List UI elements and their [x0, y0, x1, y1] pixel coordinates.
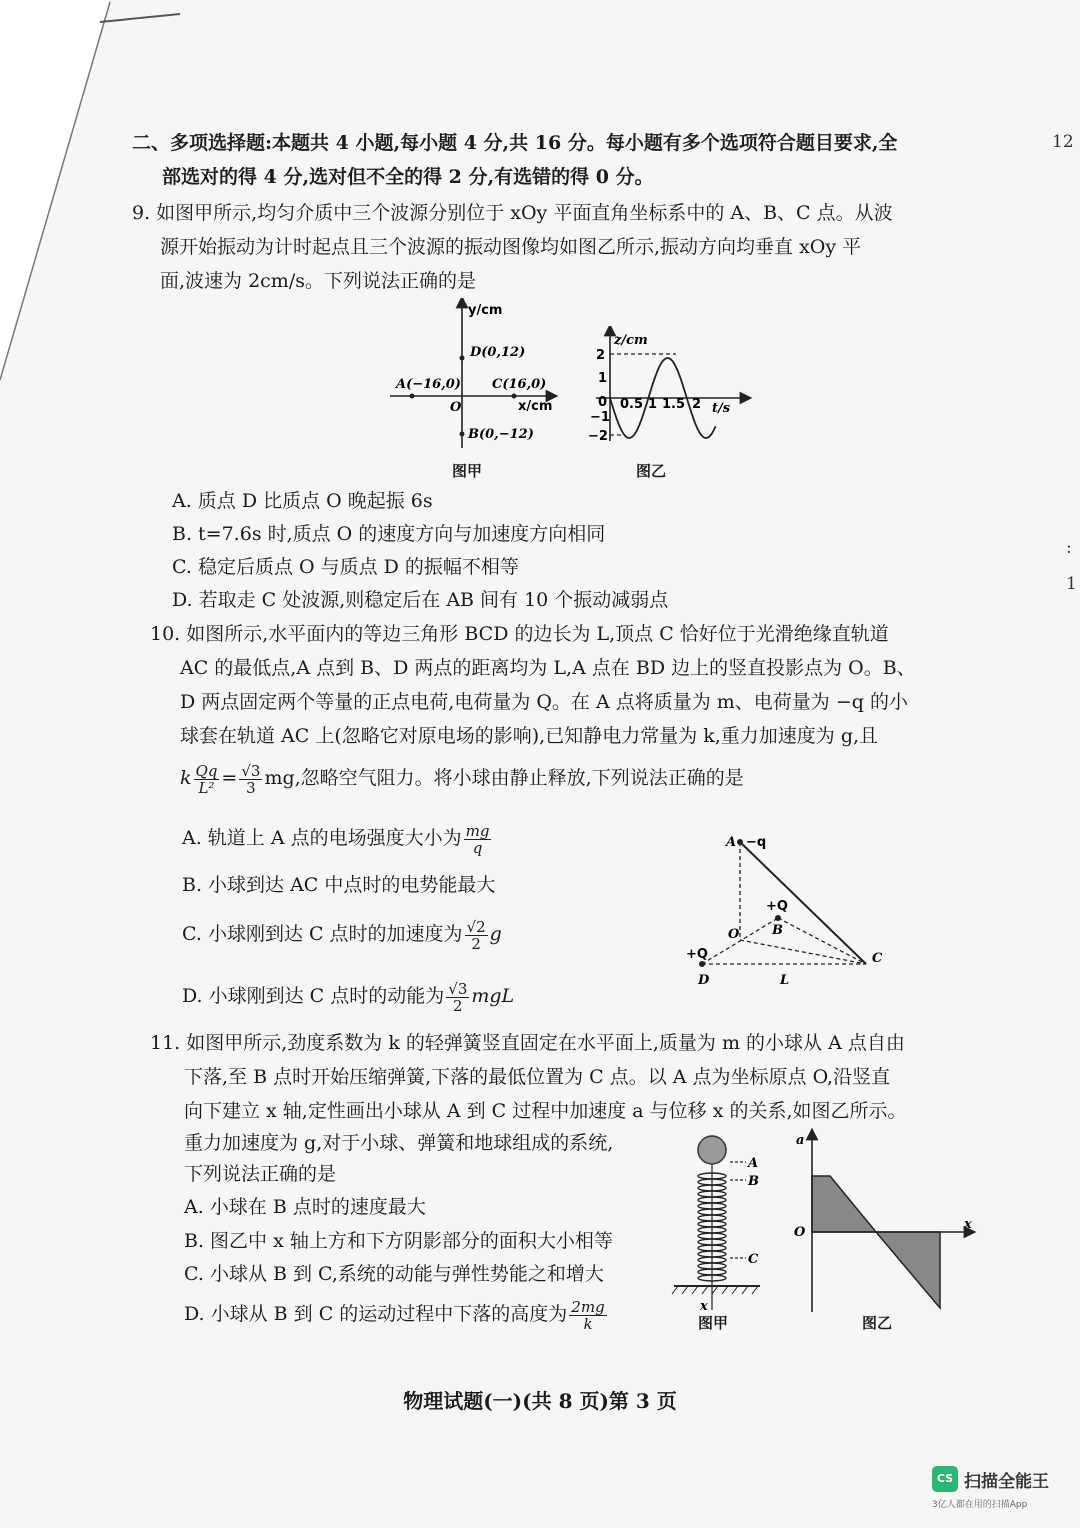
q9-yi-tick-neg2: −2	[588, 429, 608, 444]
q10-label-d: D	[698, 973, 710, 988]
q11-jia-label-c: C	[748, 1252, 759, 1267]
q9-yi-tick-2s: 2	[692, 397, 702, 412]
section-header-line2: 部选对的得 4 分,选对但不全的得 2 分,有选错的得 0 分。	[162, 166, 654, 188]
q10-option-c-num: √2	[466, 917, 486, 936]
margin-mark-a: :	[1066, 538, 1072, 558]
q11-option-b: B. 图乙中 x 轴上方和下方阴影部分的面积大小相等	[184, 1230, 613, 1252]
q11-option-a: A. 小球在 B 点时的速度最大	[184, 1196, 426, 1218]
q10-label-b: B	[772, 923, 783, 938]
q9-yi-t-label: t/s	[712, 401, 731, 416]
q9-jia-point-d: D(0,12)	[470, 345, 526, 360]
q11-option-d-den: k	[583, 1314, 593, 1333]
q10-label-plus-q-d: +Q	[686, 947, 708, 962]
q11-shade-below	[876, 1232, 940, 1308]
q10-option-a-text: A. 轨道上 A 点的电场强度大小为	[182, 827, 462, 849]
q11-figure-jia	[668, 1130, 778, 1320]
q10-option-c-frac	[465, 919, 488, 952]
q10-option-a-num: mg	[465, 821, 490, 840]
q10-option-c	[182, 914, 502, 954]
q11-figure-yi	[788, 1128, 978, 1318]
q10-stem-line3: D 两点固定两个等量的正点电荷,电荷量为 Q。在 A 点将质量为 m、电荷量为 −q 的小	[180, 691, 908, 713]
q10-label-o: O	[728, 927, 740, 942]
camscanner-name: 扫描全能王	[964, 1472, 1049, 1492]
q10-cond-frac1-num: Qq	[195, 761, 218, 780]
q11-yi-caption: 图乙	[862, 1314, 893, 1332]
q11-yi-label-o: O	[794, 1225, 806, 1240]
q9-yi-tick-15: 1.5	[662, 397, 686, 412]
q10-track-ac	[740, 842, 866, 964]
q11-jia-caption: 图甲	[698, 1314, 729, 1332]
q11-shade-above	[812, 1176, 876, 1232]
q11-stem-line4: 重力加速度为 g,对于小球、弹簧和地球组成的系统,	[184, 1132, 614, 1154]
camscanner-logo-icon: CS	[932, 1466, 958, 1492]
q11-stem-line5: 下列说法正确的是	[184, 1163, 337, 1185]
q11-stem-line1: 11. 如图甲所示,劲度系数为 k 的轻弹簧竖直固定在水平面上,质量为 m 的小球从 A 点自由	[150, 1032, 905, 1054]
q9-stem-line2: 源开始振动为计时起点且三个波源的振动图像均如图乙所示,振动方向均垂直 xOy 平	[160, 236, 862, 258]
q10-stem-line2: AC 的最低点,A 点到 B、D 两点的距离均为 L,A 点在 BD 边上的竖直投影点为 O。B、	[180, 657, 916, 679]
q11-option-d-frac	[569, 1299, 606, 1332]
q10-option-a-frac	[464, 823, 492, 856]
q10-label-c: C	[872, 951, 883, 966]
q10-figure	[680, 828, 900, 994]
margin-number-top: 12	[1052, 132, 1074, 152]
q11-yi-label-a: a	[796, 1133, 805, 1148]
q9-yi-tick-0: 0	[598, 395, 608, 410]
margin-mark-b: 1	[1066, 574, 1077, 594]
q10-cond-frac1-den: L²	[198, 778, 215, 797]
q9-jia-origin: O	[450, 400, 462, 415]
q10-option-a-den: q	[472, 838, 483, 857]
q9-jia-point-c: C(16,0)	[492, 377, 547, 392]
section-header-line1: 二、多项选择题:本题共 4 小题,每小题 4 分,共 16 分。每小题有多个选项符合题目要求,全	[132, 132, 898, 154]
q11-yi-label-x: x	[964, 1217, 972, 1232]
q9-option-b: B. t=7.6s 时,质点 O 的速度方向与加速度方向相同	[172, 523, 606, 545]
q10-cond-post: mg,忽略空气阻力。将小球由静止释放,下列说法正确的是	[264, 767, 744, 789]
q9-jia-point-b: B(0,−12)	[468, 427, 534, 442]
q10-stem-line4: 球套在轨道 AC 上(忽略它对原电场的影响),已知静电力常量为 k,重力加速度为 g,且	[180, 725, 879, 747]
q9-stem-line1: 9. 如图甲所示,均匀介质中三个波源分别位于 xOy 平面直角坐标系中的 A、B、C 点。从波	[132, 202, 893, 224]
q11-ball	[698, 1136, 726, 1164]
q10-option-c-post: g	[489, 923, 502, 945]
q10-cond-frac2	[239, 763, 262, 796]
q10-label-plus-q-b: +Q	[766, 899, 788, 914]
q10-stem-line1: 10. 如图所示,水平面内的等边三角形 BCD 的边长为 L,顶点 C 恰好位于光滑绝缘直轨道	[150, 623, 889, 645]
q10-option-c-text: C. 小球刚到达 C 点时的加速度为	[182, 923, 463, 945]
q10-option-a	[182, 818, 493, 858]
q11-jia-label-a: A	[748, 1156, 759, 1171]
q10-option-d	[182, 976, 514, 1016]
q10-cond-frac2-den: 3	[246, 778, 256, 797]
q9-option-c: C. 稳定后质点 O 与质点 D 的振幅不相等	[172, 556, 519, 578]
q9-jia-x-label: x/cm	[518, 399, 553, 414]
q10-cond-frac2-num: √3	[241, 761, 261, 780]
q10-option-d-post: mgL	[471, 985, 515, 1007]
q10-cond-k: k	[180, 767, 192, 789]
q10-option-d-frac	[446, 981, 469, 1014]
q10-side-bc	[778, 918, 866, 964]
q9-jia-y-label: y/cm	[468, 303, 503, 318]
q10-condition	[180, 758, 744, 798]
q9-yi-tick-05: 0.5	[620, 397, 644, 412]
q10-label-l: L	[780, 973, 790, 988]
q10-option-d-den: 2	[453, 996, 463, 1015]
camscanner-tagline: 3亿人都在用的扫描App	[932, 1500, 1028, 1510]
q10-label-a: A	[726, 835, 737, 850]
q9-yi-caption: 图乙	[636, 462, 667, 480]
q10-cond-eq: =	[221, 767, 238, 789]
q9-stem-line3: 面,波速为 2cm/s。下列说法正确的是	[160, 270, 476, 292]
q11-stem-line3: 向下建立 x 轴,定性画出小球从 A 到 C 过程中加速度 a 与位移 x 的关系,如图乙所示。	[184, 1100, 907, 1122]
q10-option-b: B. 小球到达 AC 中点时的电势能最大	[182, 874, 496, 896]
q10-option-c-den: 2	[471, 934, 481, 953]
q9-option-d: D. 若取走 C 处波源,则稳定后在 AB 间有 10 个振动减弱点	[172, 589, 669, 611]
q9-yi-tick-2: 2	[596, 348, 606, 363]
q9-yi-tick-neg1: −1	[590, 410, 610, 425]
q10-label-minus-q: −q	[746, 835, 767, 850]
q11-option-c: C. 小球从 B 到 C,系统的动能与弹性势能之和增大	[184, 1263, 604, 1285]
q11-option-d	[184, 1294, 609, 1334]
q10-option-d-num: √3	[448, 979, 468, 998]
q10-cond-frac1	[194, 763, 220, 796]
q9-yi-tick-1: 1	[598, 371, 608, 386]
q11-option-d-text: D. 小球从 B 到 C 的运动过程中下落的高度为	[184, 1303, 568, 1325]
page-footer: 物理试题(一)(共 8 页)第 3 页	[403, 1389, 677, 1413]
q11-stem-line2: 下落,至 B 点时开始压缩弹簧,下落的最低位置为 C 点。以 A 点为坐标原点 O,沿竖直	[184, 1066, 891, 1088]
q11-option-d-num: 2mg	[571, 1297, 605, 1316]
q9-jia-point-a: A(−16,0)	[396, 377, 461, 392]
q10-line-oc	[740, 940, 866, 964]
q9-figure-jia	[390, 298, 570, 458]
q9-yi-z-label: z/cm	[614, 333, 648, 348]
q9-option-a: A. 质点 D 比质点 O 晚起振 6s	[172, 490, 433, 512]
q9-jia-caption: 图甲	[452, 462, 483, 480]
q11-jia-label-x: x	[700, 1299, 708, 1314]
q9-figure-yi	[586, 326, 766, 456]
q10-side-db	[702, 918, 778, 964]
q9-yi-tick-1s: 1	[648, 397, 658, 412]
q11-jia-label-b: B	[748, 1174, 759, 1189]
q10-option-d-text: D. 小球刚到达 C 点时的动能为	[182, 985, 445, 1007]
